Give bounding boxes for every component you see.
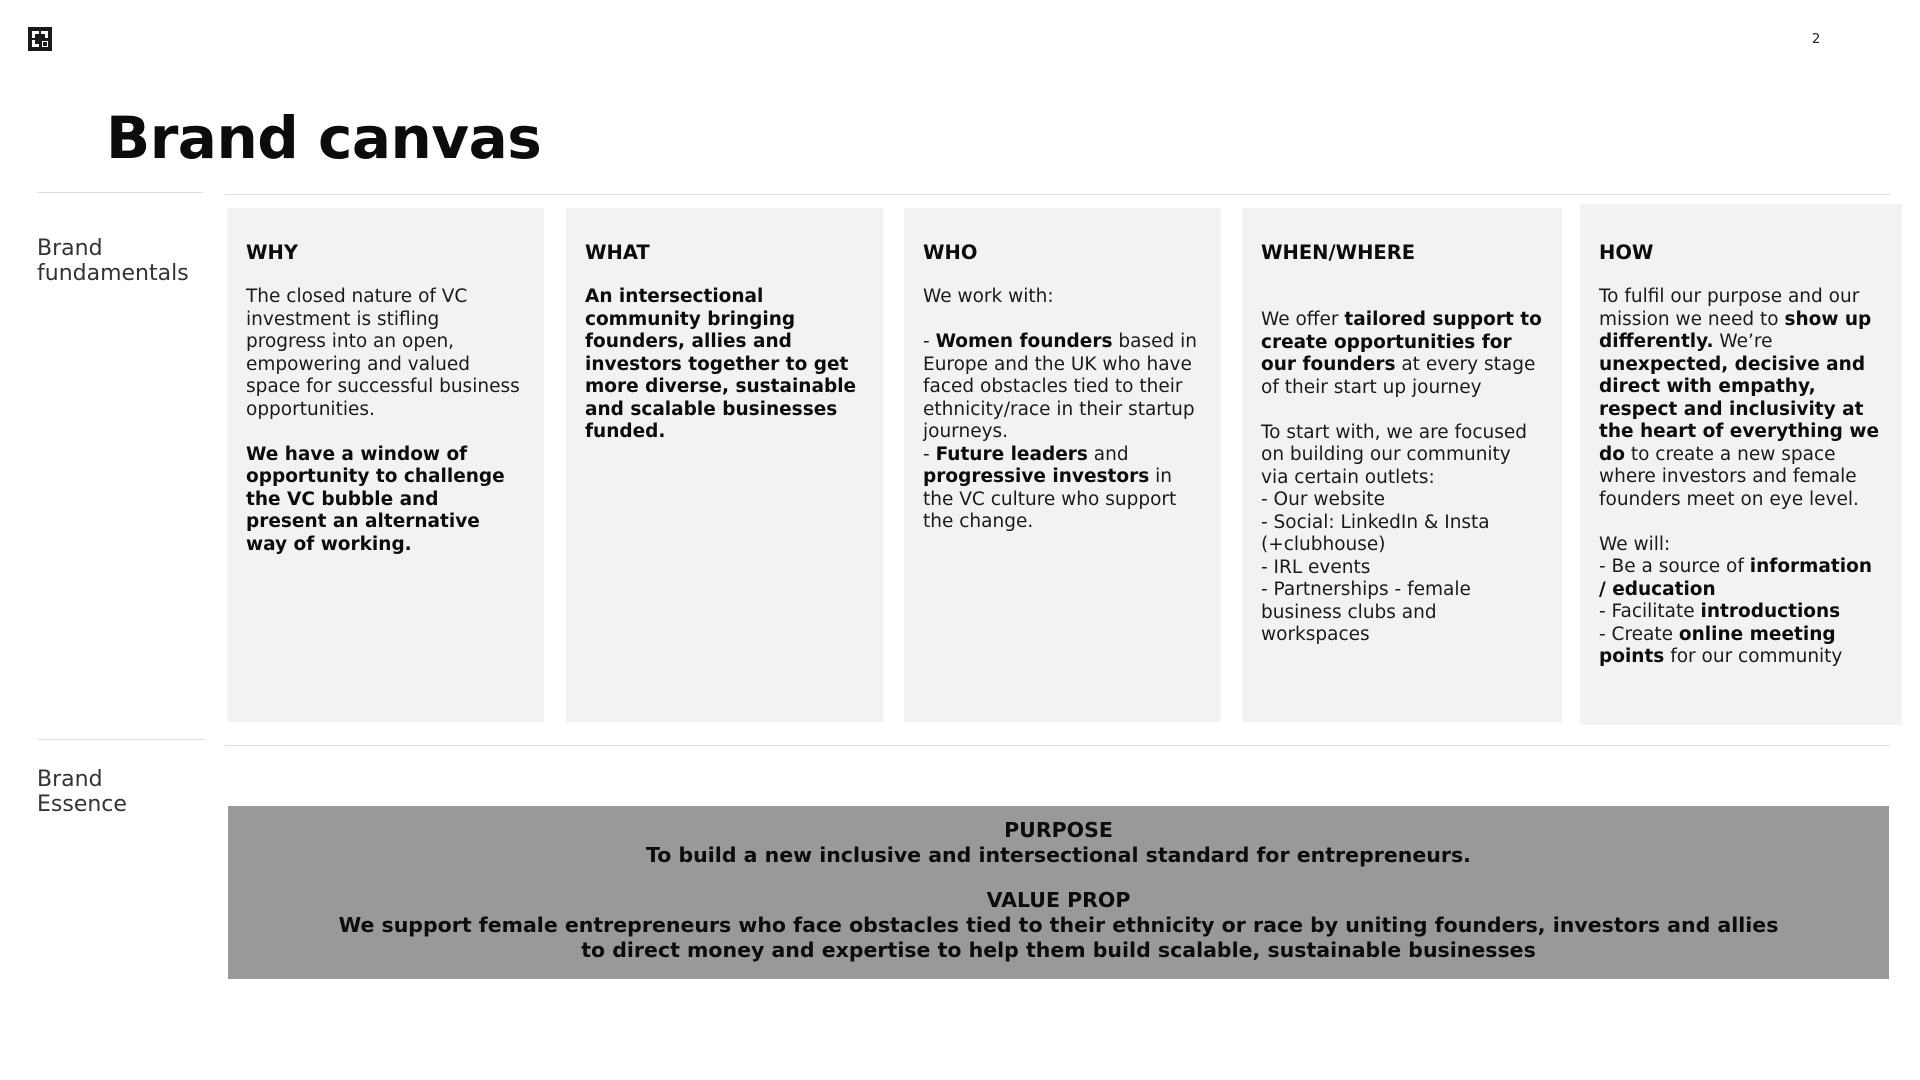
card-why-title: WHY [246, 241, 298, 264]
list-item: - IRL events [1261, 556, 1371, 578]
card-how-title: HOW [1599, 241, 1654, 264]
section-label-essence: Brand Essence [37, 767, 127, 817]
divider [37, 192, 203, 193]
card-who-intro: We work with: [923, 286, 1054, 307]
card-what-text: An intersectional community bringing founders, allies and investors together to get more diverse, sustainable and scalable businesses funded. [585, 286, 857, 442]
brand-logo-icon [28, 27, 52, 51]
page-number: 2 [1812, 32, 1821, 47]
card-when-where [1242, 208, 1562, 722]
list-item: - Be a source of information / education [1599, 556, 1872, 600]
page-title: Brand canvas [106, 104, 542, 172]
purpose-text: To build a new inclusive and intersectional standard for entrepreneurs. [646, 843, 1471, 867]
card-who-title: WHO [923, 241, 978, 264]
divider [225, 194, 1890, 195]
list-item: - Create online meeting points for our community [1599, 623, 1843, 667]
value-prop-line: We support female entrepreneurs who face obstacles tied to their ethnicity or race by uniting founders, investors and allies [338, 913, 1779, 937]
list-item: - Partnerships - female business clubs and workspaces [1261, 579, 1471, 645]
divider [37, 739, 205, 740]
divider [225, 745, 1890, 746]
card-who [904, 208, 1221, 722]
card-how-will-intro: We will: [1599, 533, 1671, 555]
card-who-item: - Future leaders and progressive investors in the VC culture who support the change. [923, 443, 1177, 532]
card-when-where-focus: To start with, we are focused on building our community via certain outlets: [1261, 421, 1528, 488]
section-label-fundamentals: Brand fundamentals [37, 236, 189, 286]
value-prop-line: to direct money and expertise to help them build scalable, sustainable businesses [581, 938, 1536, 962]
list-item: - Social: LinkedIn & Insta (+clubhouse) [1261, 511, 1490, 555]
card-what [566, 208, 883, 722]
brand-essence-box [228, 806, 1889, 979]
purpose-heading: PURPOSE [1004, 818, 1113, 842]
list-item: - Facilitate introductions [1599, 601, 1841, 622]
card-who-item: - Women founders based in Europe and the UK who have faced obstacles tied to their ethnicity/race in their startup journeys. [923, 331, 1197, 442]
card-why-text: The closed nature of VC investment is stifling progress into an open, empowering and valued space for successful business opportunities. [246, 286, 520, 420]
card-why-highlight: We have a window of opportunity to challenge the VC bubble and present an alternative way of working. [246, 443, 505, 555]
value-prop-heading: VALUE PROP [986, 888, 1131, 912]
list-item: - Our website [1261, 489, 1385, 510]
card-how-text: To fulfil our purpose and our mission we need to show up differently. We’re unexpected, decisive and direct with empathy, respect and inclusivity at the heart of everything we do to create a new space where investors and female founders meet on eye level. [1599, 286, 1879, 510]
card-what-title: WHAT [585, 241, 650, 264]
card-why [227, 208, 544, 722]
card-how [1580, 204, 1902, 725]
card-when-where-title: WHEN/WHERE [1261, 241, 1416, 264]
card-when-where-offer: We offer tailored support to create opportunities for our founders at every stage of their start up journey [1261, 309, 1542, 398]
